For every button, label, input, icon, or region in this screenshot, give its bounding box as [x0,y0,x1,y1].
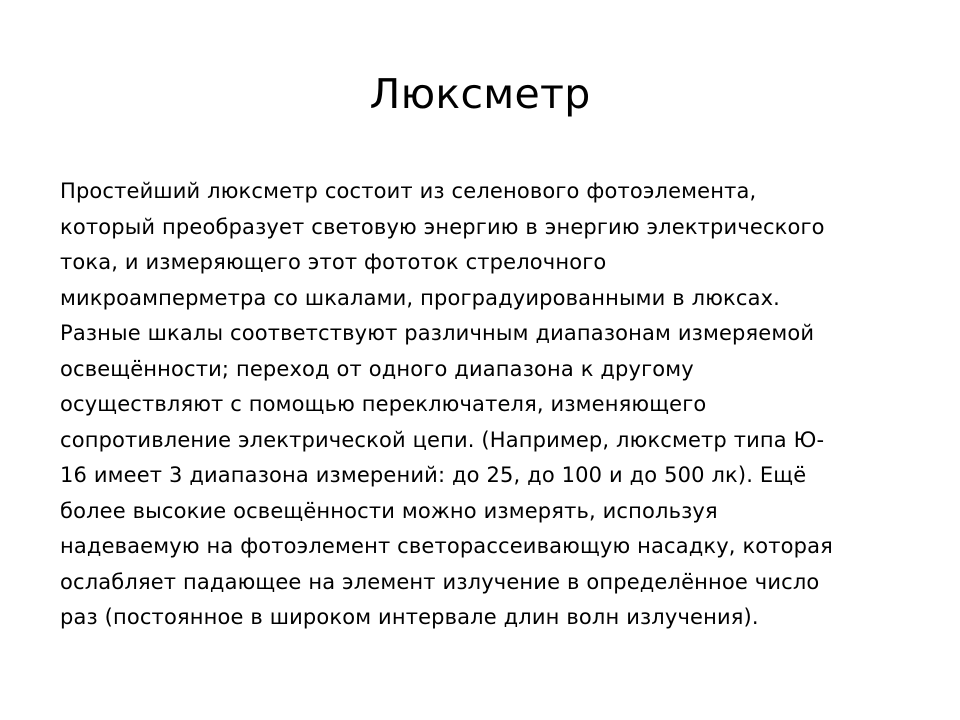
slide-title: Люксметр [369,70,591,118]
slide-body-text [60,174,910,636]
body-text-line: ослабляет падающее на элемент излучение в определённое число [60,569,820,594]
body-text-line: осуществляют с помощью переключателя, изменяющего [60,392,707,416]
body-text-line: освещённости; переход от одного диапазона к другому [60,356,694,381]
body-text-line: который преобразует световую энергию в энергию электрического [60,214,825,239]
body-text-line: 16 имеет 3 диапазона измерений: до 25, до 100 и до 500 лк). Ещё [60,463,807,487]
body-text-line: надеваемую на фотоэлемент светорассеивающую насадку, которая [60,534,833,558]
body-text-line: раз (постоянное в широком интервале длин волн излучения). [60,605,759,629]
body-text-line: сопротивление электрической цепи. (Например, люксметр типа Ю- [60,427,825,452]
body-text-line: тока, и измеряющего этот фототок стрелочного [60,250,607,274]
body-text-line: Простейший люксметр состоит из селенового фотоэлемента, [60,179,757,203]
body-text-line: более высокие освещённости можно измерять, используя [60,498,718,523]
body-text-line: Разные шкалы соответствуют различным диапазонам измеряемой [60,321,815,345]
body-text-line: микроамперметра со шкалами, проградуированными в люксах. [60,285,781,310]
